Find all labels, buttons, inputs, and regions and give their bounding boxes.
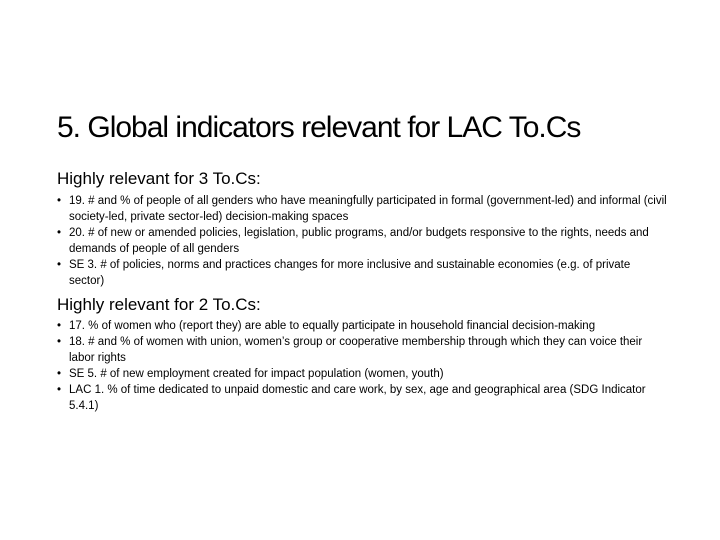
list-item bbox=[57, 382, 667, 414]
slide-title: 5. Global indicators relevant for LAC To.Cs bbox=[57, 111, 581, 144]
bullet-icon: • bbox=[57, 384, 62, 396]
list-item bbox=[57, 366, 667, 382]
bullet-icon: • bbox=[57, 195, 62, 207]
section-heading-2-tocs: Highly relevant for 2 To.Cs: bbox=[57, 295, 261, 314]
list-item-text: SE 5. # of new employment created for impact population (women, youth) bbox=[69, 368, 444, 380]
list-item bbox=[57, 334, 667, 366]
list-item-text: 18. # and % of women with union, women’s group or cooperative membership through which they can voice their labor rights bbox=[69, 336, 643, 364]
list-item-text: 20. # of new or amended policies, legislation, public programs, and/or budgets responsive to the rights, needs and demands of people of all genders bbox=[69, 227, 649, 255]
list-item-text: 17. % of women who (report they) are able to equally participate in household financial decision-making bbox=[69, 320, 596, 332]
bullet-icon: • bbox=[57, 227, 62, 239]
bullet-icon: • bbox=[57, 336, 62, 348]
list-item bbox=[57, 318, 667, 334]
bullet-icon: • bbox=[57, 259, 62, 271]
indicator-list-2-tocs bbox=[57, 318, 667, 414]
list-item-text: 19. # and % of people of all genders who have meaningfully participated in formal (government-led) and informal (civil society-led, private sector-led) decision-making spaces bbox=[69, 195, 667, 223]
list-item bbox=[57, 193, 667, 225]
section-heading-3-tocs: Highly relevant for 3 To.Cs: bbox=[57, 169, 261, 188]
list-item-text: LAC 1. % of time dedicated to unpaid domestic and care work, by sex, age and geographical area (SDG Indicator 5.4.1) bbox=[69, 384, 646, 412]
bullet-icon: • bbox=[57, 368, 62, 380]
list-item bbox=[57, 225, 667, 257]
list-item bbox=[57, 257, 667, 289]
list-item-text: SE 3. # of policies, norms and practices changes for more inclusive and sustainable economies (e.g. of private sector) bbox=[69, 259, 631, 287]
indicator-list-3-tocs bbox=[57, 193, 667, 289]
bullet-icon: • bbox=[57, 320, 62, 332]
